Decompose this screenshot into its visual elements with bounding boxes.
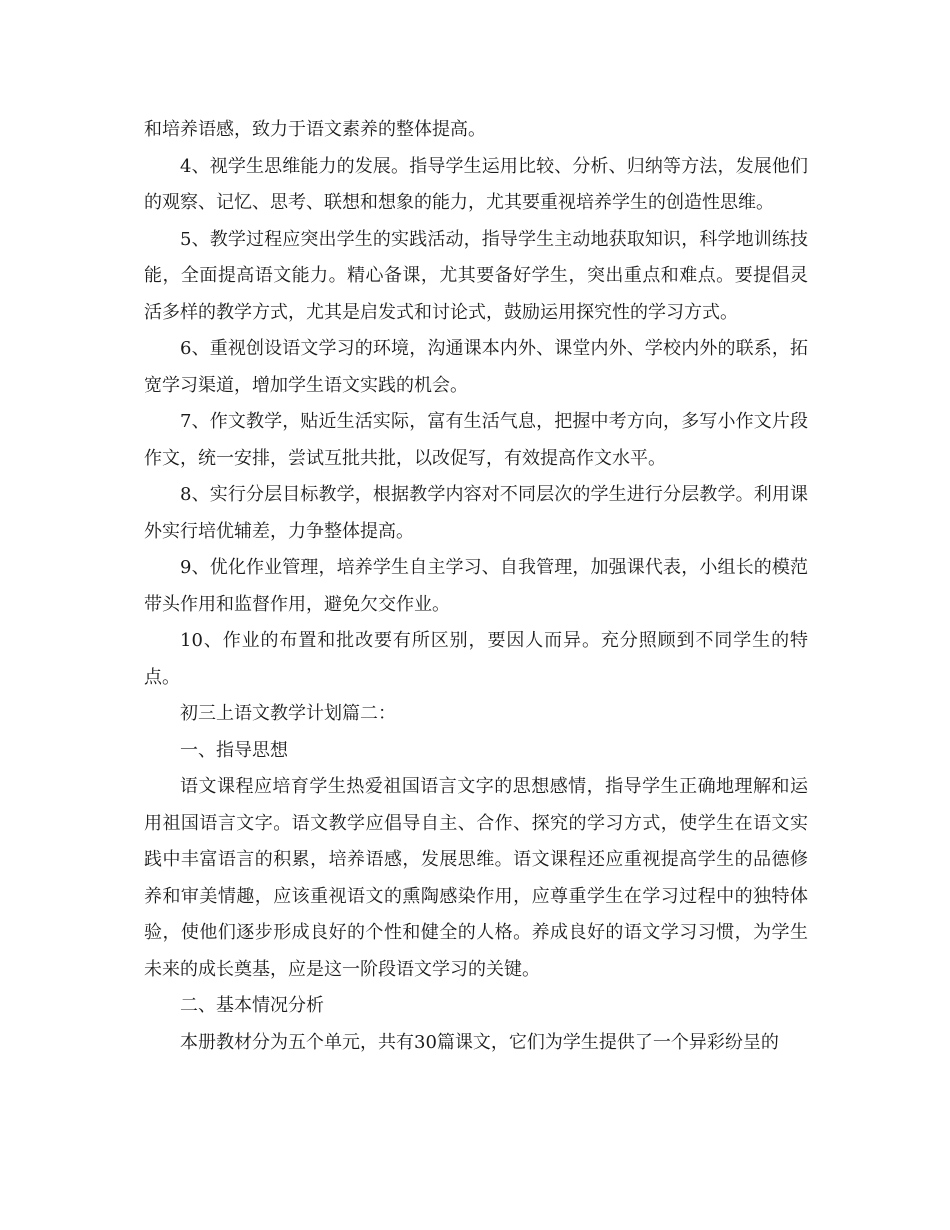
paragraph-continuation: 和培养语感，致力于语文素养的整体提高。: [144, 119, 486, 140]
paragraph-item-7: 7、作文教学，贴近生活实际，富有生活气息，把握中考方向，多写小作文片段作文，统一安排，尝试互批共批，以改促写，有效提高作文水平。: [144, 411, 808, 469]
paragraph-guiding-ideology: 语文课程应培育学生热爱祖国语言文字的思想感情，指导学生正确地理解和运用祖国语言文字。语文教学应倡导自主、合作、探究的学习方式，使学生在语文实践中丰富语言的积累，培养语感，发展思维。语文课程还应重视提高学生的品德修养和审美情趣，应该重视语文的熏陶感染作用，应尊重学生在学习过程中的独特体验，使他们逐步形成良好的个性和健全的人格。养成良好的语文学习习惯，为学生未来的成长奠基，应是这一阶段语文学习的关键。: [144, 776, 808, 980]
heading-guiding-ideology: 一、指导思想: [180, 739, 288, 761]
paragraph-item-9: 9、优化作业管理，培养学生自主学习、自我管理，加强课代表，小组长的模范带头作用和监督作用，避免欠交作业。: [144, 557, 808, 615]
heading-situation-analysis: 二、基本情况分析: [180, 995, 324, 1016]
paragraph-item-6: 6、重视创设语文学习的环境，沟通课本内外、课堂内外、学校内外的联系，拓宽学习渠道，增加学生语文实践的机会。: [144, 338, 808, 396]
paragraph-situation-analysis: 本册教材分为五个单元，共有30篇课文，它们为学生提供了一个异彩纷呈的: [180, 1031, 779, 1053]
paragraph-item-5: 5、教学过程应突出学生的实践活动，指导学生主动地获取知识，科学地训练技能，全面提高语文能力。精心备课，尤其要备好学生，突出重点和难点。要提倡灵活多样的教学方式，尤其是启发式和讨论式，鼓励运用探究性的学习方式。: [144, 228, 808, 323]
paragraph-item-10: 10、作业的布置和批改要有所区别，要因人而异。充分照顾到不同学生的特点。: [144, 630, 808, 688]
paragraph-item-4: 4、视学生思维能力的发展。指导学生运用比较、分析、归纳等方法，发展他们的观察、记忆、思考、联想和想象的能力，尤其要重视培养学生的创造性思维。: [144, 155, 808, 213]
paragraph-item-8: 8、实行分层目标教学，根据教学内容对不同层次的学生进行分层教学。利用课外实行培优辅差，力争整体提高。: [144, 484, 808, 542]
document-body: [144, 112, 808, 1061]
section-title-plan-two: 初三上语文教学计划篇二：: [180, 703, 396, 724]
